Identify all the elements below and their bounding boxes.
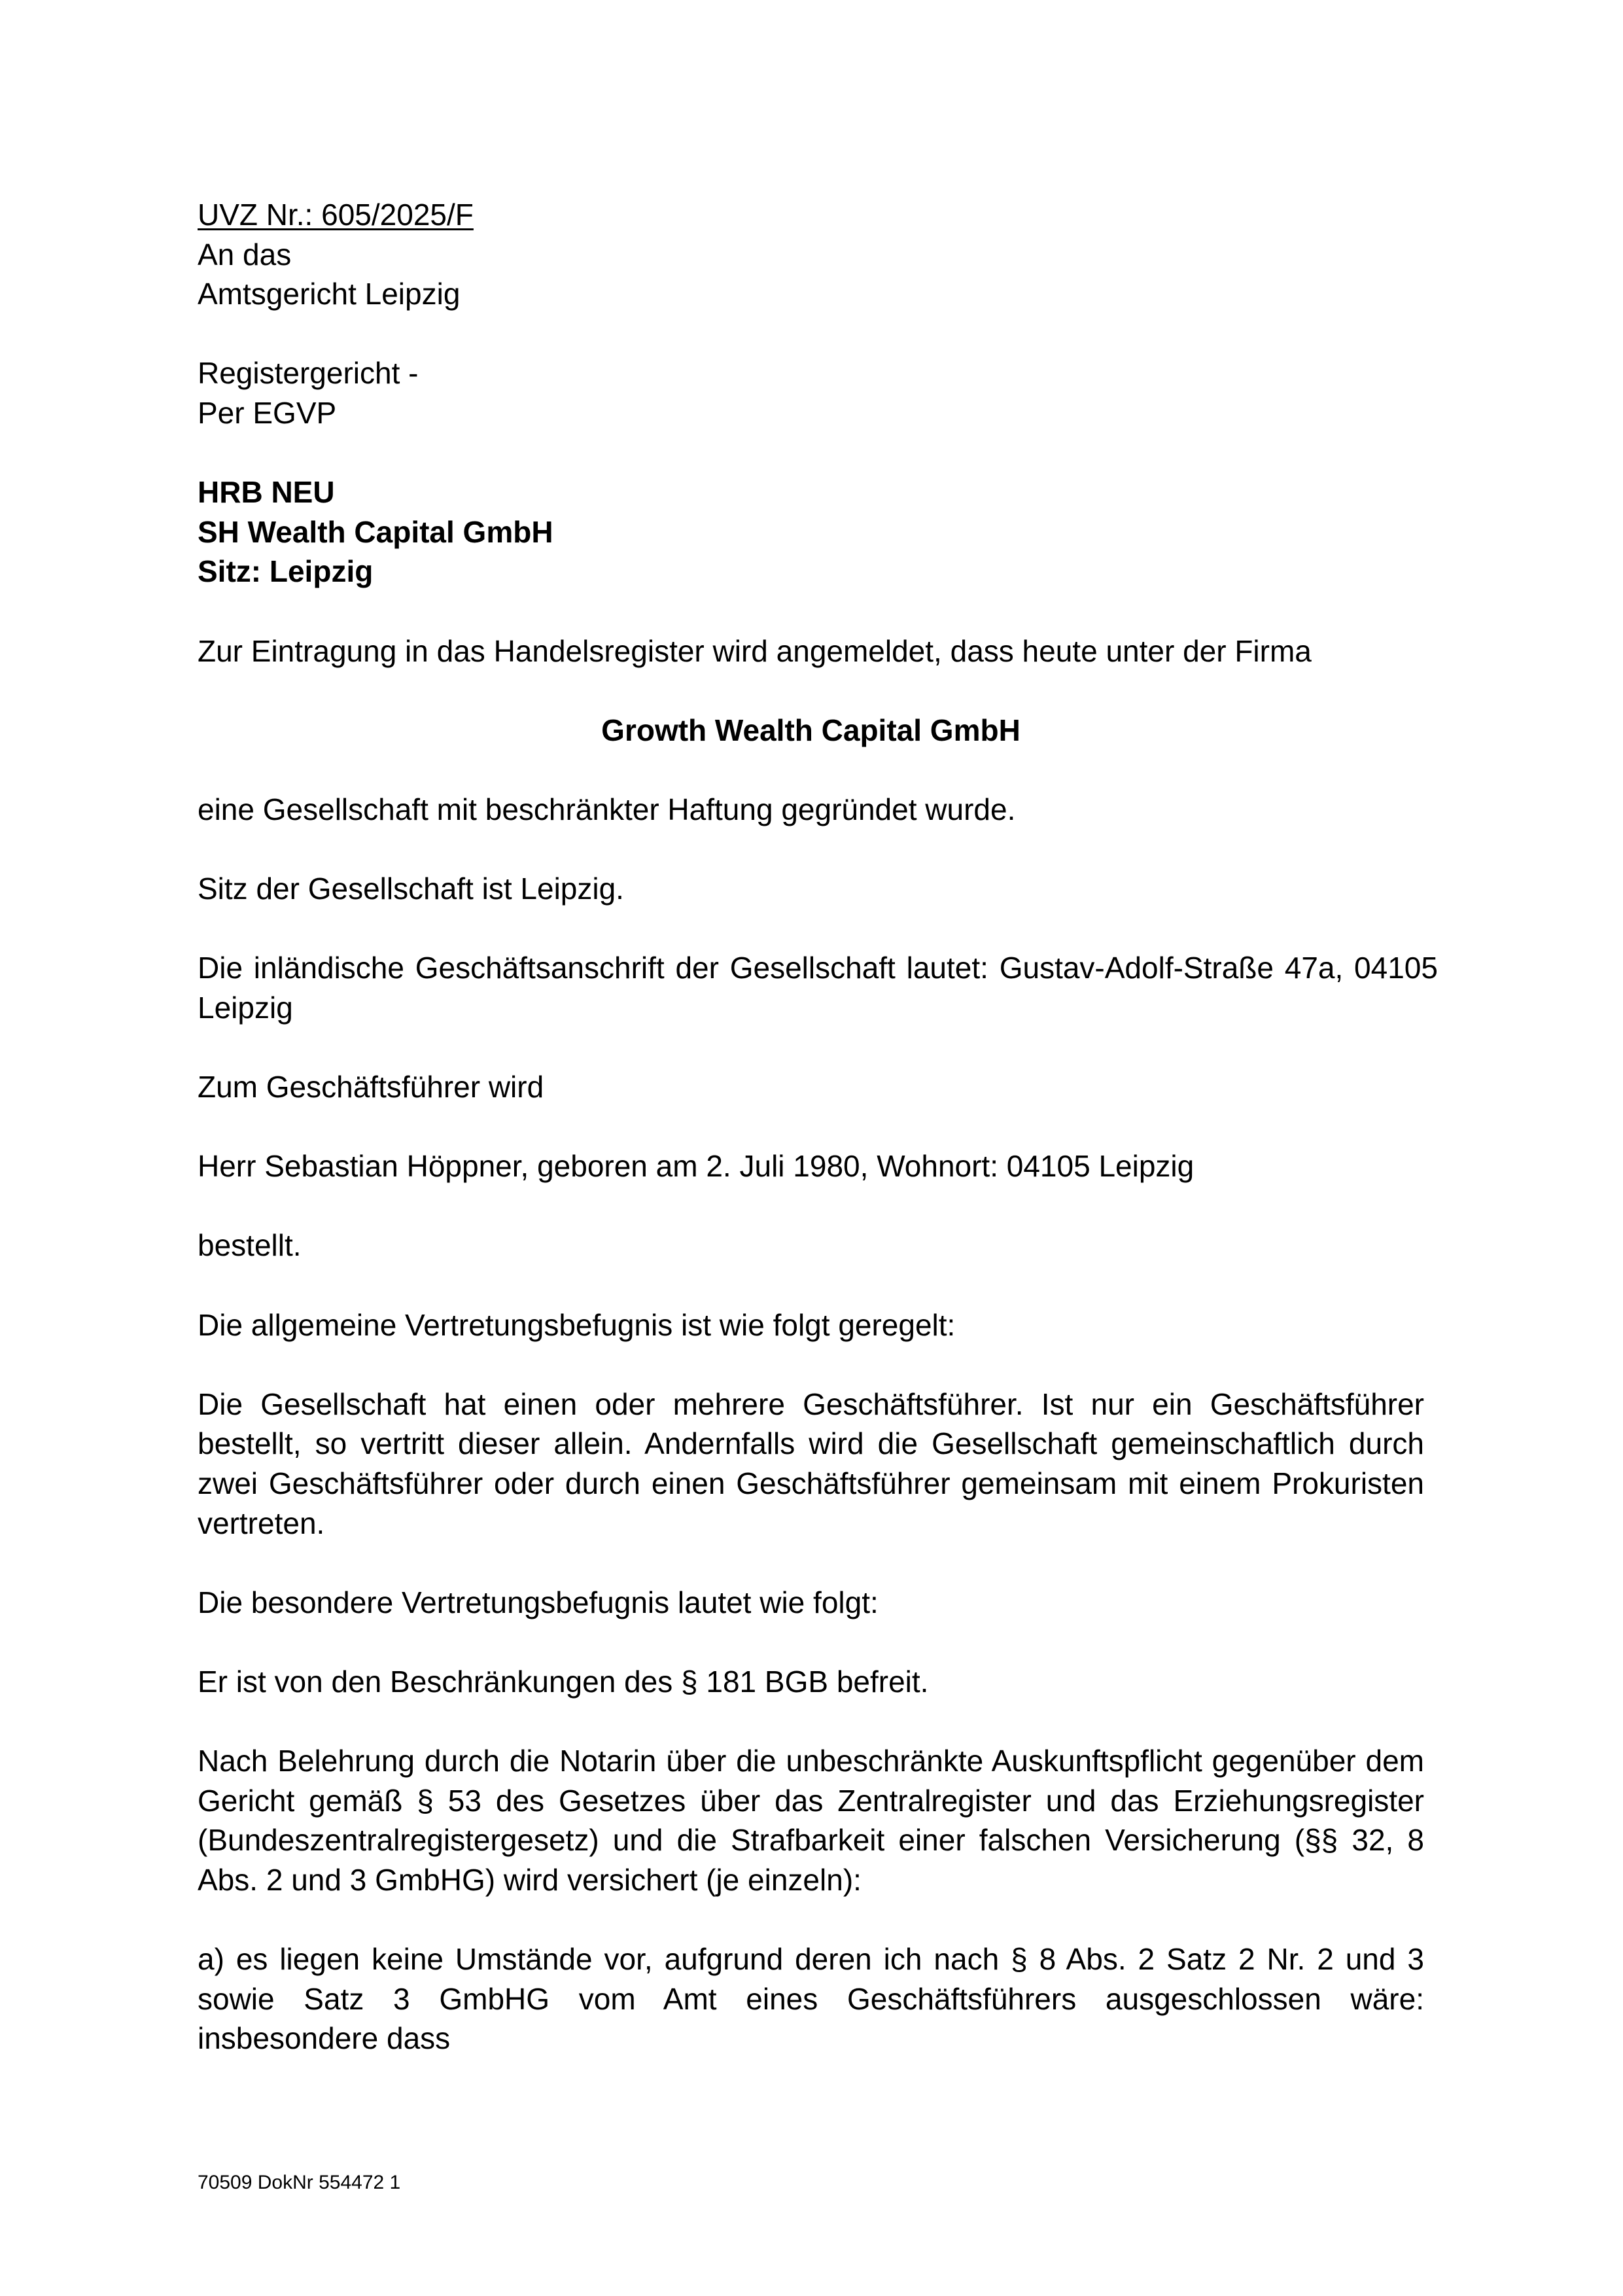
spacer: [198, 1345, 1424, 1385]
spacer: [198, 1186, 1424, 1226]
general-representation-intro: Die allgemeine Vertretungsbefugnis ist wie folgt geregelt:: [198, 1307, 956, 1342]
founding-statement: eine Gesellschaft mit beschränkter Haftung gegründet wurde.: [198, 792, 1016, 826]
spacer: [198, 909, 1424, 949]
department-line: Registergericht -: [198, 356, 419, 391]
appointed-statement: bestellt.: [198, 1228, 302, 1263]
spacer: [198, 750, 1424, 790]
spacer: [198, 1107, 1424, 1147]
business-address-line-1: Die inländische Geschäftsanschrift der Gesellschaft lautet: Gustav-Adolf-Straße 47a, 04105: [198, 951, 1438, 985]
declaration-intro: Nach Belehrung durch die Notarin über die unbeschränkte Auskunftspflicht gegenüber dem Gericht gemäß § 53 des Gesetzes über das Zentralregister und das Erziehungsregister (Bundeszentralregistergesetz) und die Strafbarkeit einer falschen Versicherung (§§ 32, 8 Abs. 2 und 3 GmbHG) wird versichert (je einzeln):: [198, 1744, 1424, 1897]
register-number: HRB NEU: [198, 475, 335, 510]
general-representation-text: Die Gesellschaft hat einen oder mehrere Geschäftsführer. Ist nur ein Geschäftsführer bestellt, so vertritt dieser allein. Andernfalls wird die Gesellschaft gemeinschaftlich durch zwei Geschäftsführer oder durch einen Geschäftsführer gemeinsam mit einem Prokuristen vertreten.: [198, 1386, 1424, 1540]
spacer: [198, 1265, 1424, 1305]
special-representation-text: Er ist von den Beschränkungen des § 181 BGB befreit.: [198, 1664, 929, 1699]
spacer: [198, 314, 1424, 354]
spacer: [198, 830, 1424, 870]
document-footer-id: 70509 DokNr 554472 1: [198, 2172, 401, 2193]
special-representation-intro: Die besondere Vertretungsbefugnis lautet wie folgt:: [198, 1585, 879, 1619]
delivery-method: Per EGVP: [198, 395, 337, 430]
spacer: [198, 1702, 1424, 1742]
director-intro: Zum Geschäftsführer wird: [198, 1070, 544, 1104]
company-seat-heading: Sitz: Leipzig: [198, 554, 374, 589]
document-body: [198, 195, 1438, 2058]
notary-reference-number: UVZ Nr.: 605/2025/F: [198, 198, 474, 232]
firm-name-title: Growth Wealth Capital GmbH: [601, 713, 1021, 747]
business-address-line-2: Leipzig: [198, 990, 293, 1025]
spacer: [198, 592, 1424, 631]
spacer: [198, 671, 1424, 711]
company-name-heading: SH Wealth Capital GmbH: [198, 514, 553, 549]
spacer: [198, 1622, 1424, 1662]
recipient-court: Amtsgericht Leipzig: [198, 277, 461, 311]
spacer: [198, 433, 1424, 473]
director-details: Herr Sebastian Höppner, geboren am 2. Juli 1980, Wohnort: 04105 Leipzig: [198, 1149, 1195, 1184]
recipient-line-1: An das: [198, 237, 292, 272]
seat-statement: Sitz der Gesellschaft ist Leipzig.: [198, 872, 624, 906]
registration-intro: Zur Eintragung in das Handelsregister wird angemeldet, dass heute unter der Firma: [198, 633, 1312, 668]
spacer: [198, 1543, 1424, 1583]
declaration-item-a: a) es liegen keine Umstände vor, aufgrund deren ich nach § 8 Abs. 2 Satz 2 Nr. 2 und 3 sowie Satz 3 GmbHG vom Amt eines Geschäftsführers ausgeschlossen wäre: insbesondere dass: [198, 1942, 1424, 2056]
spacer: [198, 1027, 1424, 1067]
spacer: [198, 1900, 1424, 1940]
